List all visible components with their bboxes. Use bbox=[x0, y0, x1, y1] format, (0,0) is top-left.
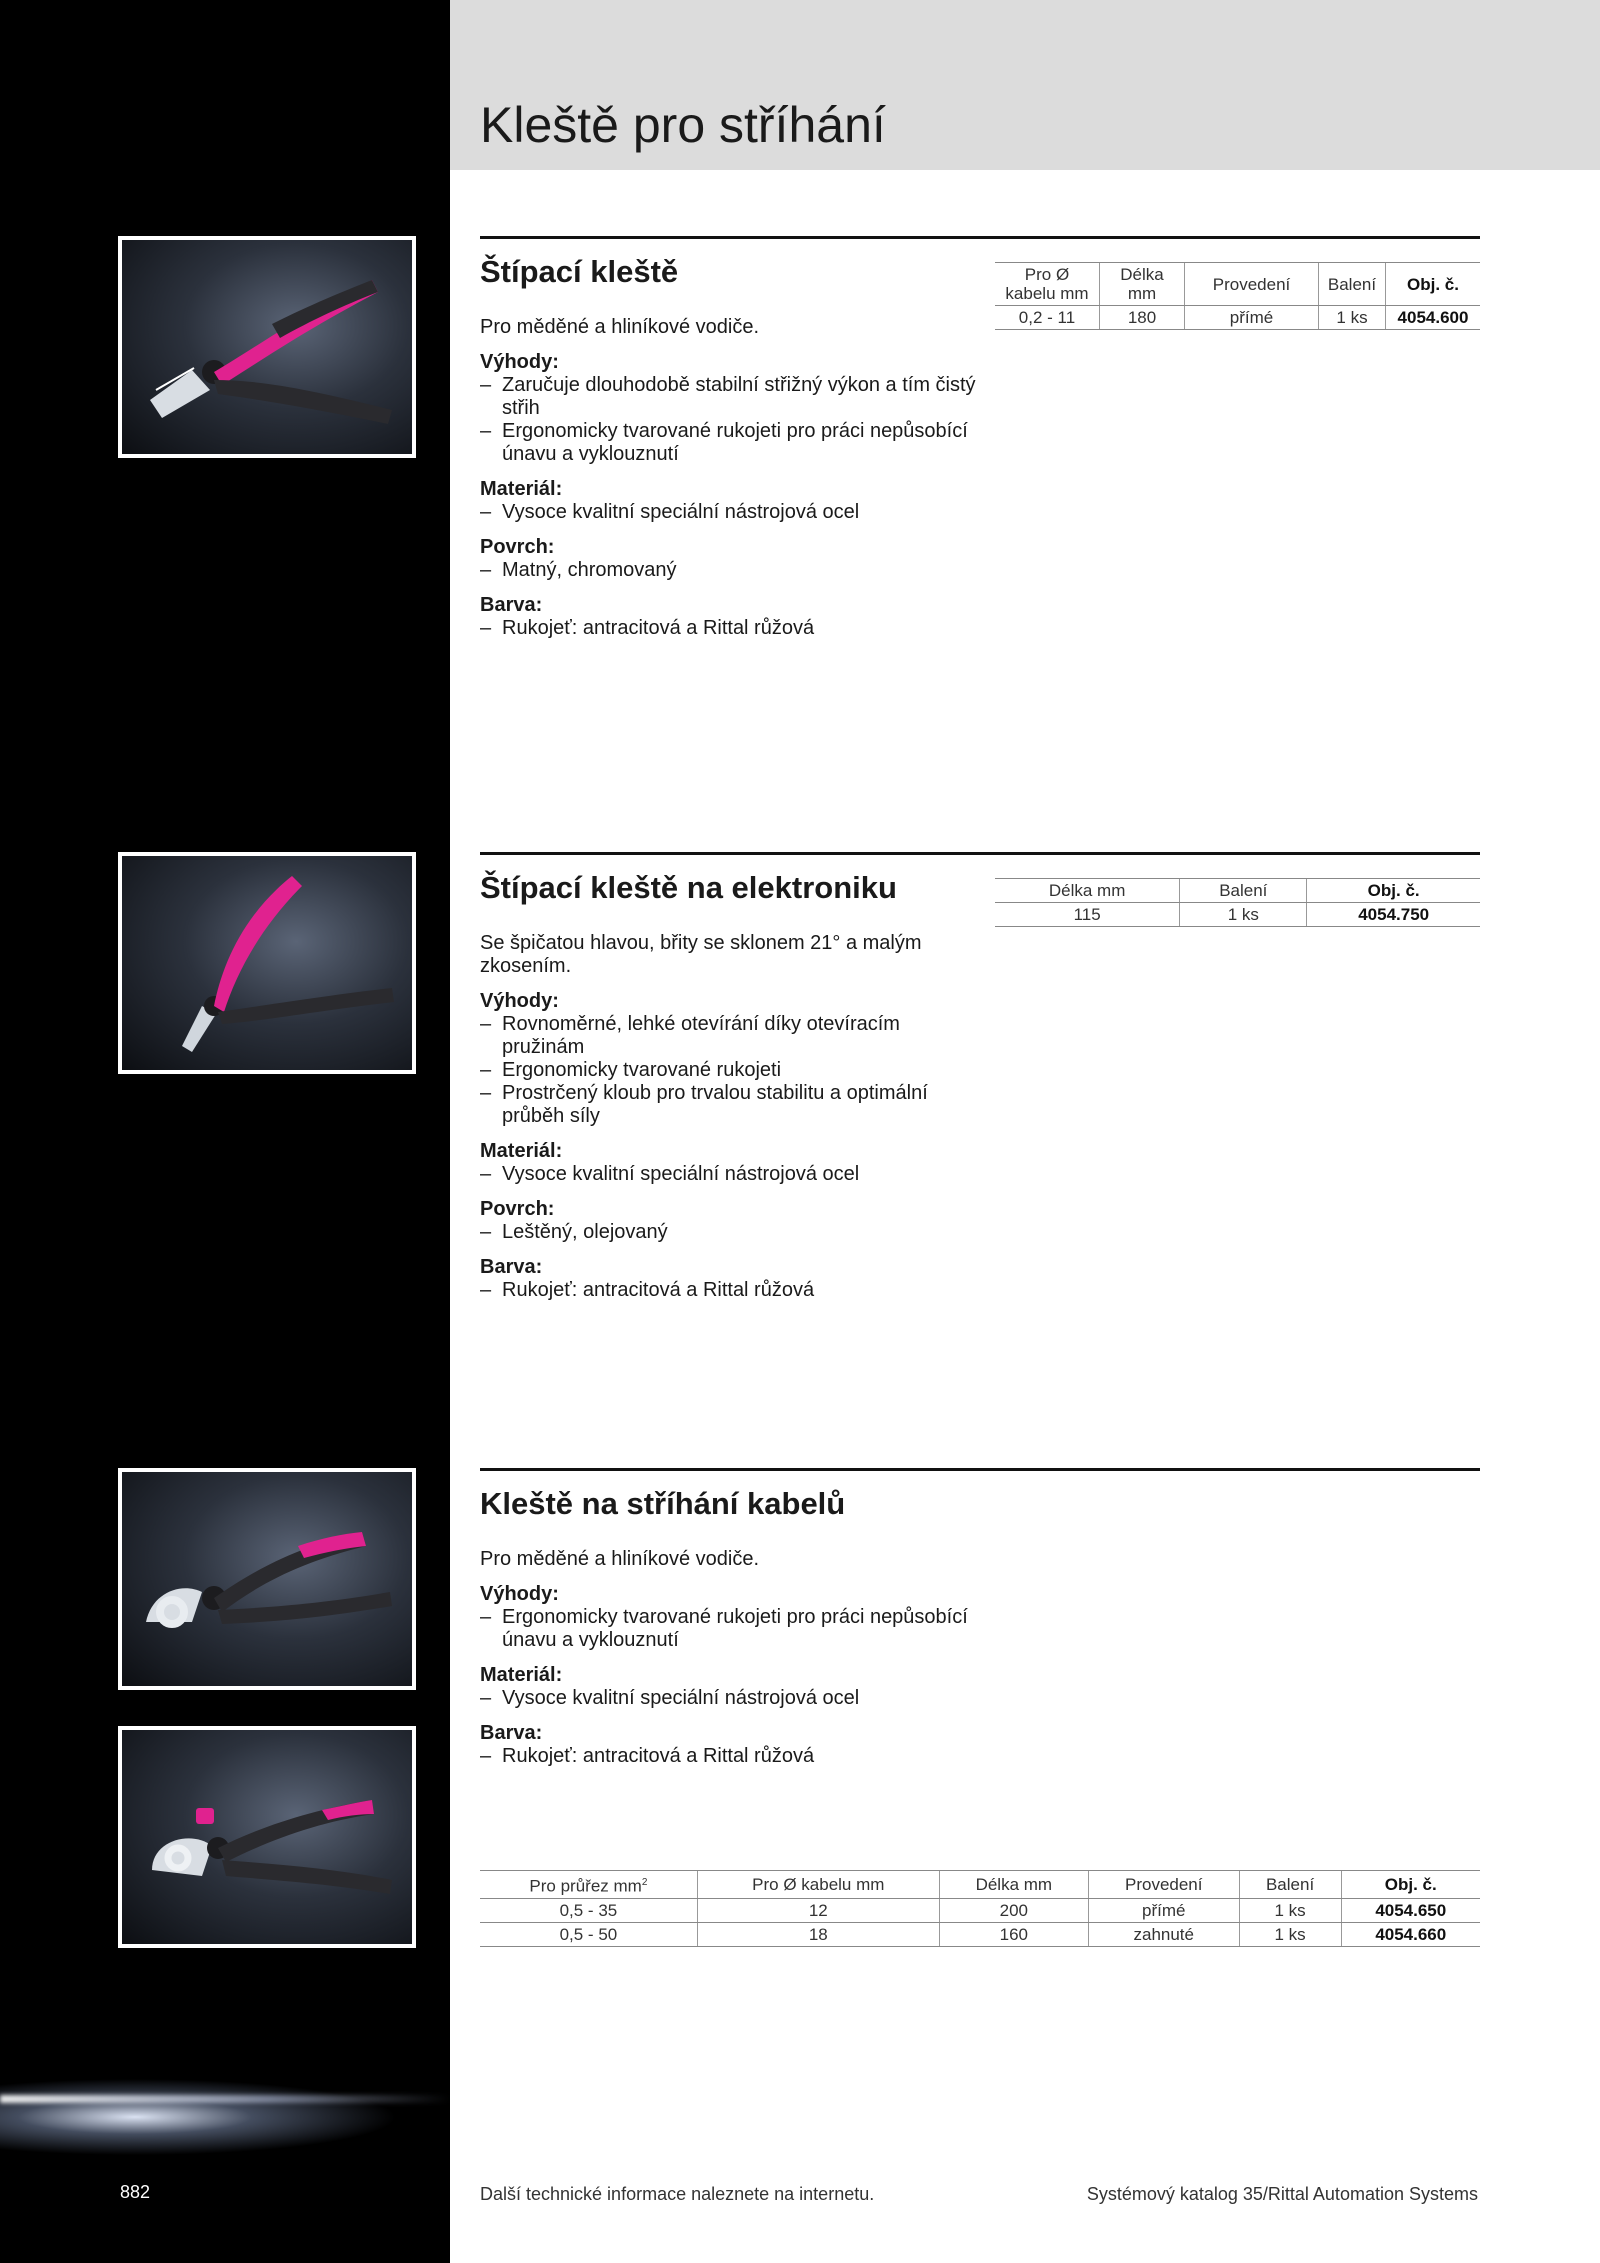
sidebar-light-streak bbox=[0, 2095, 450, 2103]
product-description-cable-cutter bbox=[480, 1548, 980, 1780]
product-description-electronics-cutter bbox=[480, 932, 980, 1314]
color-item: – Rukojeť: antracitová a Rittal růžová bbox=[480, 1279, 980, 1302]
surface-list bbox=[480, 559, 980, 582]
advantages-list bbox=[480, 1606, 980, 1652]
material-heading: Materiál: bbox=[480, 1140, 563, 1162]
order-number-cell: 4054.660 bbox=[1341, 1922, 1480, 1946]
product-title-cable-cutter: Kleště na stříhání kabelů bbox=[480, 1486, 846, 1521]
table-header-cell bbox=[480, 1871, 697, 1899]
advantage-item: – Ergonomicky tvarované rukojeti pro práci nepůsobící únavu a vyklouznutí bbox=[480, 1606, 980, 1652]
advantage-item: – Zaručuje dlouhodobě stabilní střižný výkon a tím čistý střih bbox=[480, 374, 980, 420]
material-item: – Vysoce kvalitní speciální nástrojová ocel bbox=[480, 501, 980, 524]
color-item: – Rukojeť: antracitová a Rittal růžová bbox=[480, 617, 980, 640]
color-list bbox=[480, 1279, 980, 1302]
spec-table-electronics-cutter bbox=[995, 878, 1480, 927]
footer-catalogue-text: Systémový katalog 35/Rittal Automation Systems bbox=[1086, 2184, 1478, 2204]
advantages-list bbox=[480, 374, 980, 466]
product-description-diagonal-cutter bbox=[480, 316, 980, 652]
table-header-cell: Pro Ø kabelu mm bbox=[697, 1871, 939, 1899]
material-list bbox=[480, 1163, 980, 1186]
table-header-text: Pro průřez mm bbox=[529, 1876, 642, 1896]
table-cell: 0,2 - 11 bbox=[995, 306, 1100, 330]
table-cell: 18 bbox=[697, 1922, 939, 1946]
table-row bbox=[480, 1922, 1480, 1946]
spec-table-cable-cutter bbox=[480, 1870, 1480, 1947]
color-heading: Barva: bbox=[480, 1256, 543, 1278]
table-header-cell: Provedení bbox=[1088, 1871, 1239, 1899]
surface-item: – Matný, chromovaný bbox=[480, 559, 980, 582]
advantage-item: – Rovnoměrné, lehké otevírání díky otevíracím pružinám bbox=[480, 1013, 980, 1059]
table-header-cell: Balení bbox=[1239, 1871, 1341, 1899]
table-header-superscript: 2 bbox=[641, 1877, 648, 1888]
material-item: – Vysoce kvalitní speciální nástrojová ocel bbox=[480, 1163, 980, 1186]
color-list bbox=[480, 617, 980, 640]
spec-table-diagonal-cutter bbox=[995, 262, 1480, 330]
advantage-item: – Ergonomicky tvarované rukojeti bbox=[480, 1059, 980, 1082]
table-cell: přímé bbox=[1185, 306, 1319, 330]
color-item: – Rukojeť: antracitová a Rittal růžová bbox=[480, 1745, 980, 1768]
surface-heading: Povrch: bbox=[480, 536, 555, 558]
table-cell: přímé bbox=[1088, 1898, 1239, 1922]
table-header-cell: Balení bbox=[1319, 263, 1386, 306]
section-divider-2 bbox=[480, 852, 1480, 855]
material-heading: Materiál: bbox=[480, 478, 563, 500]
table-cell: 1 ks bbox=[1180, 903, 1307, 927]
table-header-cell: Délka mm bbox=[995, 879, 1180, 903]
color-heading: Barva: bbox=[480, 1722, 543, 1744]
electronics-cutter-photo bbox=[118, 852, 416, 1074]
table-header-cell: Provedení bbox=[1185, 263, 1319, 306]
order-number-cell: 4054.750 bbox=[1307, 903, 1480, 927]
product-intro: Pro měděné a hliníkové vodiče. bbox=[480, 1548, 760, 1570]
order-number-cell: 4054.650 bbox=[1341, 1898, 1480, 1922]
footer-info-text: Další technické informace naleznete na internetu. bbox=[480, 2184, 875, 2204]
cable-cutter-angled-photo bbox=[118, 1726, 416, 1948]
table-cell: 200 bbox=[939, 1898, 1088, 1922]
table-cell: 12 bbox=[697, 1898, 939, 1922]
table-cell: 1 ks bbox=[1239, 1898, 1341, 1922]
surface-heading: Povrch: bbox=[480, 1198, 555, 1220]
section-divider-1 bbox=[480, 236, 1480, 239]
sidebar-light-glow bbox=[0, 2040, 450, 2180]
product-title-electronics-cutter: Štípací kleště na elektroniku bbox=[480, 870, 897, 905]
table-cell: 1 ks bbox=[1319, 306, 1386, 330]
table-row bbox=[995, 306, 1480, 330]
surface-list bbox=[480, 1221, 980, 1244]
table-row bbox=[480, 1898, 1480, 1922]
product-intro: Se špičatou hlavou, břity se sklonem 21° a malým zkosením. bbox=[480, 932, 922, 977]
table-row bbox=[995, 903, 1480, 927]
color-heading: Barva: bbox=[480, 594, 543, 616]
table-header-cell: Délka mm bbox=[939, 1871, 1088, 1899]
material-list bbox=[480, 501, 980, 524]
table-header-cell: Pro Ø kabelu mm bbox=[995, 263, 1100, 306]
table-cell: 160 bbox=[939, 1922, 1088, 1946]
section-divider-3 bbox=[480, 1468, 1480, 1471]
advantages-list bbox=[480, 1013, 980, 1128]
table-header-cell: Obj. č. bbox=[1386, 263, 1481, 306]
table-header-cell: Obj. č. bbox=[1307, 879, 1480, 903]
table-cell: 0,5 - 50 bbox=[480, 1922, 697, 1946]
page-number: 882 bbox=[120, 2182, 151, 2202]
table-header-cell: Délka mm bbox=[1100, 263, 1185, 306]
material-item: – Vysoce kvalitní speciální nástrojová ocel bbox=[480, 1687, 980, 1710]
advantages-heading: Výhody: bbox=[480, 1583, 559, 1605]
table-cell: 0,5 - 35 bbox=[480, 1898, 697, 1922]
advantage-item: – Prostrčený kloub pro trvalou stabilitu a optimální průběh síly bbox=[480, 1082, 980, 1128]
table-header-cell: Balení bbox=[1180, 879, 1307, 903]
advantages-heading: Výhody: bbox=[480, 990, 559, 1012]
advantage-item: – Ergonomicky tvarované rukojeti pro práci nepůsobící únavu a vyklouznutí bbox=[480, 420, 980, 466]
material-heading: Materiál: bbox=[480, 1664, 563, 1686]
table-cell: zahnuté bbox=[1088, 1922, 1239, 1946]
table-cell: 115 bbox=[995, 903, 1180, 927]
diagonal-cutter-photo bbox=[118, 236, 416, 458]
table-cell: 180 bbox=[1100, 306, 1185, 330]
product-intro: Pro měděné a hliníkové vodiče. bbox=[480, 316, 760, 338]
order-number-cell: 4054.600 bbox=[1386, 306, 1481, 330]
table-header-cell: Obj. č. bbox=[1341, 1871, 1480, 1899]
advantages-heading: Výhody: bbox=[480, 351, 559, 373]
color-list bbox=[480, 1745, 980, 1768]
material-list bbox=[480, 1687, 980, 1710]
table-cell: 1 ks bbox=[1239, 1922, 1341, 1946]
product-title-diagonal-cutter: Štípací kleště bbox=[480, 254, 679, 289]
cable-cutter-photo bbox=[118, 1468, 416, 1690]
page-title: Kleště pro stříhání bbox=[480, 97, 886, 153]
surface-item: – Leštěný, olejovaný bbox=[480, 1221, 980, 1244]
